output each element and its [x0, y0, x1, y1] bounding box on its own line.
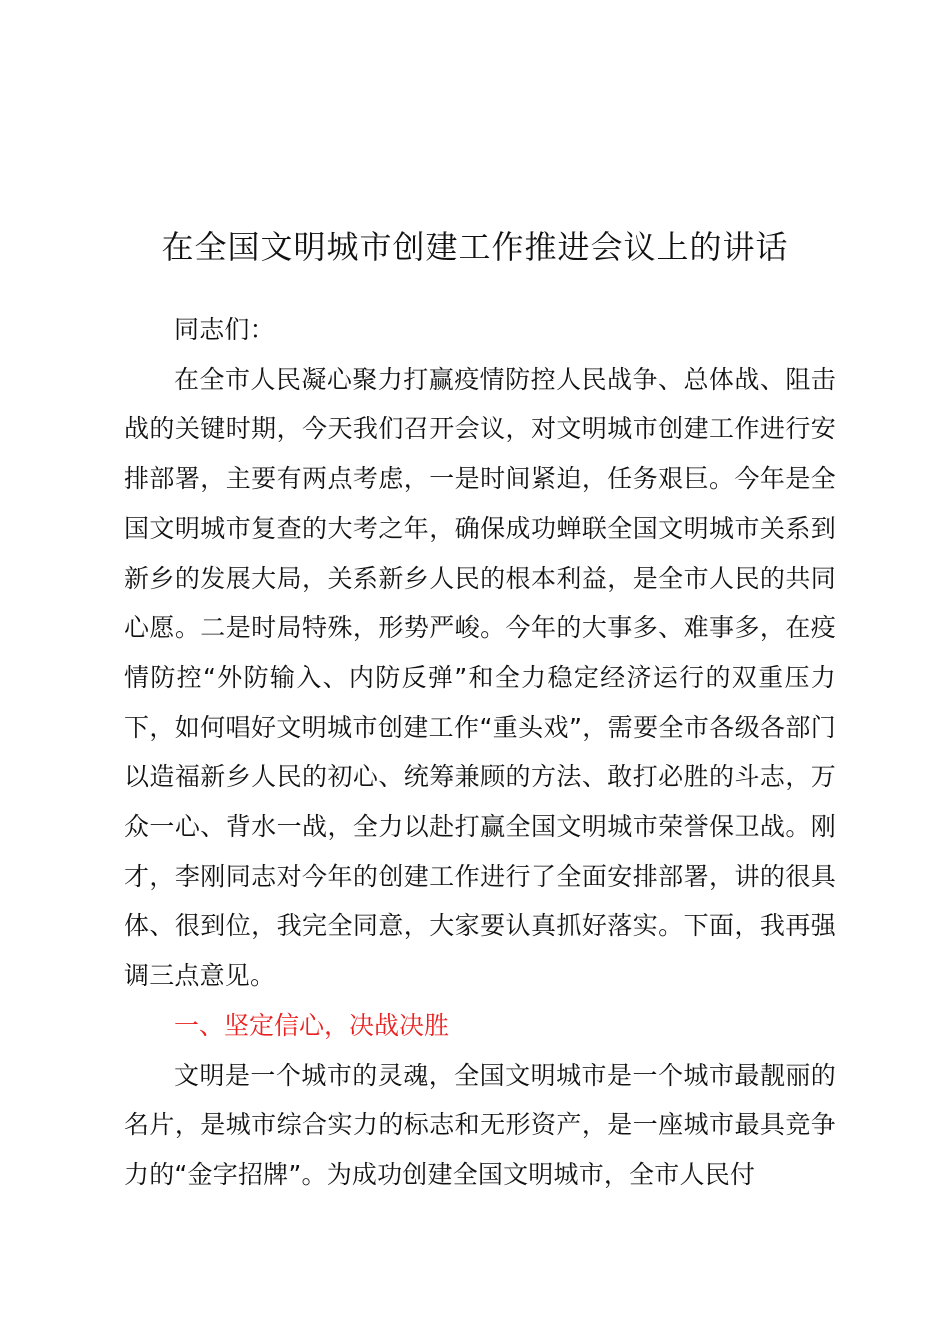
intro-paragraph: 在全市人民凝心聚力打赢疫情防控人民战争、总体战、阻击战的关键时期，今天我们召开会议，对文明城市创建工作进行安排部署，主要有两点考虑，一是时间紧迫，任务艰巨。今年是全国文明城市复查的大考之年，确保成功蝉联全国文明城市关系到新乡的发展大局，关系新乡人民的根本利益，是全市人民的共同心愿。二是时局特殊，形势严峻。今年的大事多、难事多，在疫情防控“外防输入、内防反弹”和全力稳定经济运行的双重压力下，如何唱好文明城市创建工作“重头戏”，需要全市各级各部门以造福新乡人民的初心、统筹兼顾的方法、敢打必胜的斗志，万众一心、背水一战，全力以赴打赢全国文明城市荣誉保卫战。刚才，李刚同志对今年的创建工作进行了全面安排部署，讲的很具体、很到位，我完全同意，大家要认真抓好落实。下面，我再强调三点意见。 [124, 364, 836, 991]
document-title: 在全国文明城市创建工作推进会议上的讲话 [161, 228, 789, 266]
salutation: 同志们： [174, 315, 275, 344]
section-heading-1: 一、坚定信心，决战决胜 [174, 1010, 450, 1040]
document-body [124, 305, 836, 1200]
section-paragraph-1: 文明是一个城市的灵魂，全国文明城市是一个城市最靓丽的名片，是城市综合实力的标志和无形资产，是一座城市最具竞争力的“金字招牌”。为成功创建全国文明城市，全市人民付 [124, 1060, 836, 1189]
